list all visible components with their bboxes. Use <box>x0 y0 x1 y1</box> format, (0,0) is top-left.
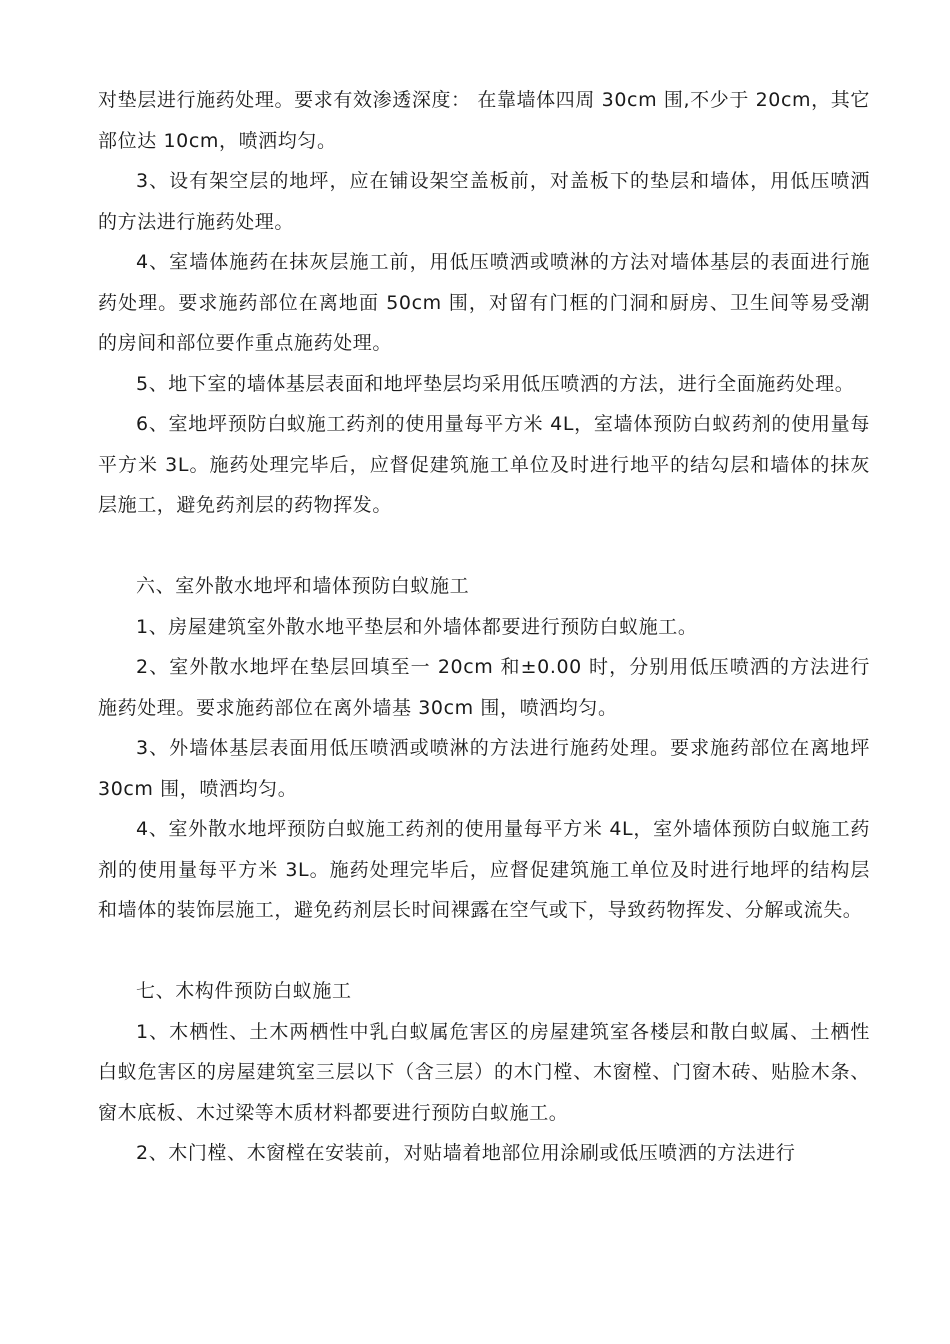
section-7-paragraph-2: 2、木门樘、木窗樘在安装前，对贴墙着地部位用涂刷或低压喷洒的方法进行 <box>136 1142 796 1164</box>
section-6-paragraph-3: 3、外墙体基层表面用低压喷洒或喷淋的方法进行施药处理。要求施药部位在离地坪 30cm 围，喷洒均匀。 <box>98 737 870 800</box>
section-spacer <box>98 931 870 972</box>
section-6-paragraph-4: 4、室外散水地坪预防白蚁施工药剂的使用量每平方米 4L，室外墙体预防白蚁施工药剂的使用量每平方米 3L。施药处理完毕后，应督促建筑施工单位及时进行地坪的结构层和墙体的装饰层施工，避免药剂层长时间裸露在空气或下，导致药物挥发、分解或流失。 <box>98 818 870 921</box>
section-7-heading: 七、木构件预防白蚁施工 <box>136 980 352 1002</box>
paragraph-item-6: 6、室地坪预防白蚁施工药剂的使用量每平方米 4L，室墙体预防白蚁药剂的使用量每平方米 3L。施药处理完毕后，应督促建筑施工单位及时进行地平的结勾层和墙体的抹灰层施工，避免药剂层的药物挥发。 <box>98 413 870 516</box>
section-7-paragraph-1: 1、木栖性、土木两栖性中乳白蚁属危害区的房屋建筑室各楼层和散白蚁属、土栖性白蚁危害区的房屋建筑室三层以下（含三层）的木门樘、木窗樘、门窗木砖、贴脸木条、窗木底板、木过梁等木质材料都要进行预防白蚁施工。 <box>98 1020 870 1124</box>
section-spacer <box>98 526 870 567</box>
paragraph-item-3: 3、设有架空层的地坪，应在铺设架空盖板前，对盖板下的垫层和墙体，用低压喷洒的方法进行施药处理。 <box>98 170 870 233</box>
paragraph-continuation: 对垫层进行施药处理。要求有效渗透深度： 在靠墙体四周 30cm 围,不少于 20cm，其它部位达 10cm，喷洒均匀。 <box>98 89 870 152</box>
document-page <box>98 80 870 1174</box>
section-6-paragraph-2: 2、室外散水地坪在垫层回填至一 20cm 和±0.00 时，分别用低压喷洒的方法进行施药处理。要求施药部位在离外墙基 30cm 围，喷洒均匀。 <box>98 656 870 719</box>
paragraph-item-4: 4、室墙体施药在抹灰层施工前，用低压喷洒或喷淋的方法对墙体基层的表面进行施药处理。要求施药部位在离地面 50cm 围，对留有门框的门洞和厨房、卫生间等易受潮的房间和部位要作重点施药处理。 <box>98 251 870 354</box>
section-6-heading: 六、室外散水地坪和墙体预防白蚁施工 <box>136 575 470 597</box>
section-6-paragraph-1: 1、房屋建筑室外散水地平垫层和外墙体都要进行预防白蚁施工。 <box>136 615 698 638</box>
paragraph-item-5: 5、地下室的墙体基层表面和地坪垫层均采用低压喷洒的方法，进行全面施药处理。 <box>136 372 855 395</box>
